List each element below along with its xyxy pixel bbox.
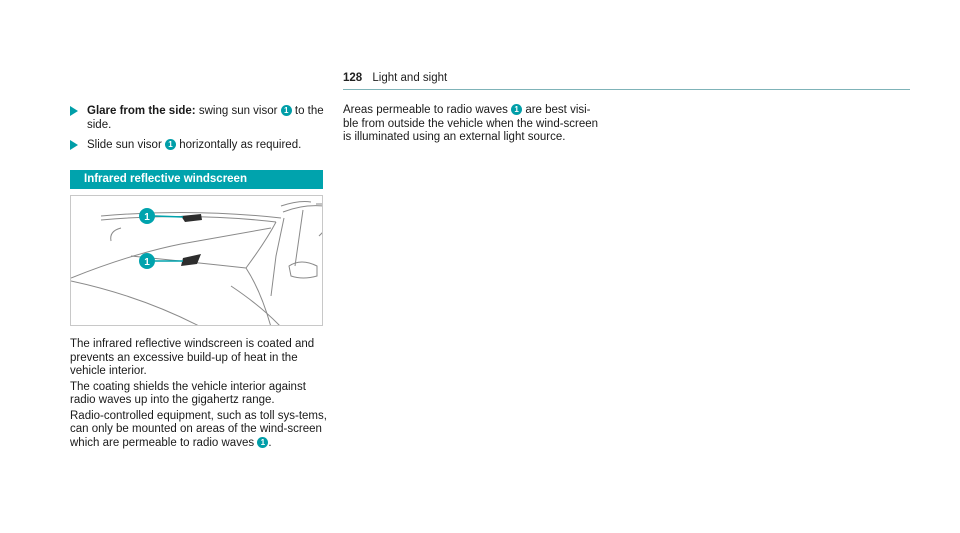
step-text	[87, 138, 330, 152]
instruction-step-1	[70, 104, 330, 132]
callout-label-top: 1	[144, 212, 150, 223]
paragraph-text: Radio-controlled equipment, such as toll sys-tems, can only be mounted on areas of the wind-screen which are permeable to radio waves	[70, 409, 327, 449]
instruction-step-2	[70, 138, 330, 152]
step-text-part: horizontally as required.	[179, 139, 302, 151]
callout-badge: 1	[257, 437, 268, 448]
paragraph-text: are best visi-ble from outside the vehicle when the wind-screen is illuminated using an external light source.	[343, 104, 599, 143]
callout-badge: 1	[281, 105, 292, 116]
page-number: 128	[343, 72, 363, 84]
paragraph	[343, 104, 605, 145]
section-title-bar: Infrared reflective windscreen	[70, 170, 323, 189]
paragraph: The coating shields the vehicle interior against radio waves up into the gigahertz range.	[70, 380, 306, 406]
callout-label-bottom: 1	[144, 257, 150, 268]
step-text-part: swing sun visor	[198, 105, 278, 117]
callout-badge: 1	[511, 104, 522, 115]
callout-badge: 1	[165, 139, 176, 150]
paragraph-end: .	[268, 436, 272, 449]
right-body-text	[343, 104, 605, 147]
paragraph	[70, 410, 332, 451]
step-arrow-icon	[70, 106, 78, 116]
header-section-title: Light and sight	[372, 72, 448, 84]
step-text-part: to the side.	[87, 105, 324, 131]
car-windscreen-drawing	[71, 196, 323, 326]
paragraph-text: Areas permeable to radio waves	[343, 104, 508, 116]
windscreen-illustration	[70, 195, 323, 326]
header-rule	[343, 89, 910, 90]
step-arrow-icon	[70, 140, 78, 150]
step-text	[87, 104, 330, 132]
paragraph: The infrared reflective windscreen is coated and prevents an excessive build-up of heat in the vehicle interior.	[70, 338, 315, 377]
step-text-part: Slide sun visor	[87, 139, 162, 151]
page-header	[343, 72, 447, 84]
left-body-text	[70, 338, 332, 452]
step-heading: Glare from the side:	[87, 105, 196, 117]
